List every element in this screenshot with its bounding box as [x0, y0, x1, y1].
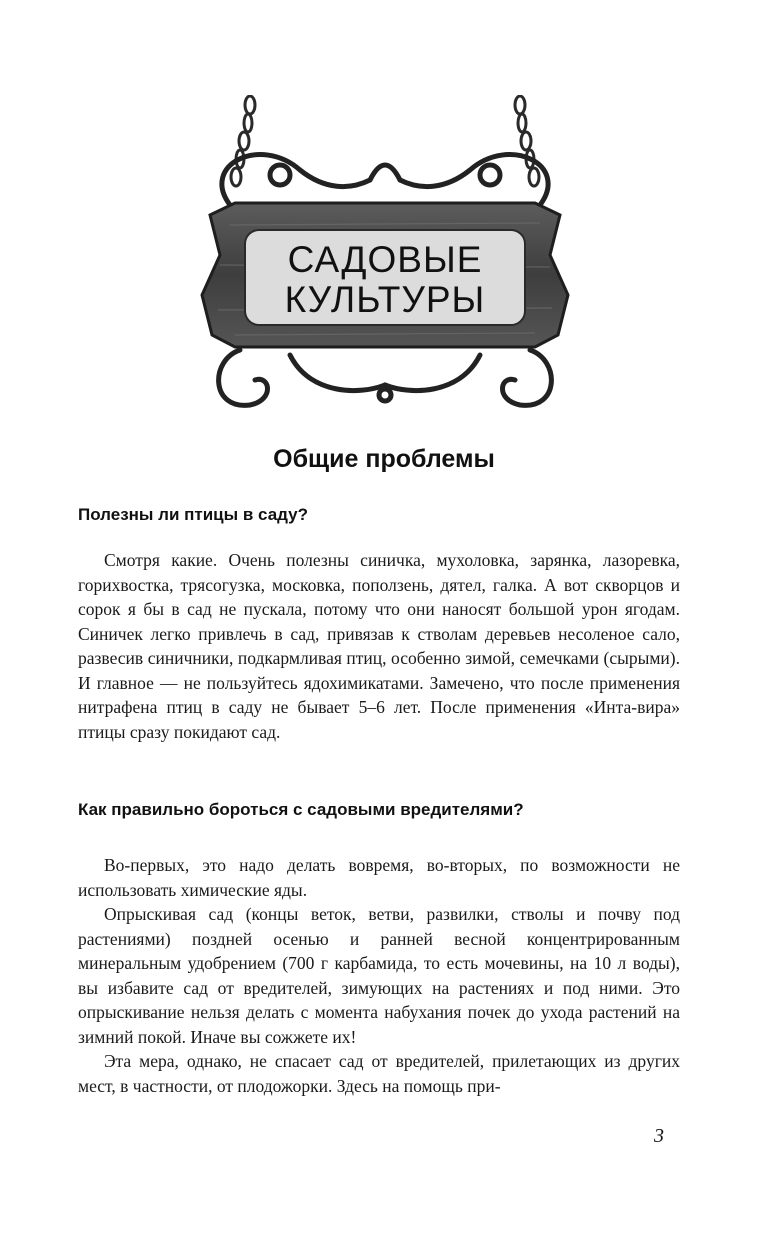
paragraph: Опрыскивая сад (концы веток, ветви, развилки, стволы и почву под растениями) поздней осенью и ранней весной концентрированным минеральным удобрением (700 г карбамида, то есть мочевины, на 10 л воды), вы избавите сад от вредителей, зимующих на растениях и под ними. Это опрыскивание нельзя делать с момента набухания почек до ухода растений на зимний покой. Иначе вы сожжете их!: [78, 904, 680, 1047]
sign-title-line-2: КУЛЬТУРЫ: [284, 279, 486, 320]
sign-title: [190, 240, 580, 320]
scroll-ornament-top-icon: [222, 155, 548, 205]
answer-pests: [78, 853, 680, 1098]
paragraph: Эта мера, однако, не спасает сад от вредителей, прилетающих из других мест, в частности, от плодожорки. Здесь на помощь при-: [78, 1051, 680, 1096]
page-number: 3: [654, 1125, 664, 1147]
section-heading: Общие проблемы: [273, 445, 495, 473]
question-birds: Полезны ли птицы в саду?: [78, 505, 309, 524]
question-pests: Как правильно бороться с садовыми вредителями?: [78, 800, 524, 819]
scroll-ornament-bottom-icon: [219, 350, 552, 405]
chain-right-icon: [515, 96, 539, 186]
chain-left-icon: [231, 96, 255, 186]
paragraph: Во-первых, это надо делать вовремя, во-вторых, по возможности не использовать химические яды.: [78, 855, 680, 900]
paragraph: Смотря какие. Очень полезны синичка, мухоловка, зарянка, лазоревка, горихвостка, трясогузка, московка, поползень, дятел, галка. А вот скворцов и сорок я бы в сад не пускала, потому что они наносят большой урон ягодам. Синичек легко привлечь в сад, привязав к стволам деревьев несоленое сало, развесив синичники, подкармливая птиц, особенно зимой, семечками (сырыми). И главное — не пользуйтесь ядохимикатами. Замечено, что после применения нитрафена птиц в саду не бывает 5–6 лет. После применения «Инта-вира» птицы сразу покидают сад.: [78, 550, 680, 742]
hanging-sign-banner: [190, 95, 580, 425]
answer-birds: [78, 548, 680, 744]
sign-title-line-1: САДОВЫЕ: [287, 239, 483, 280]
